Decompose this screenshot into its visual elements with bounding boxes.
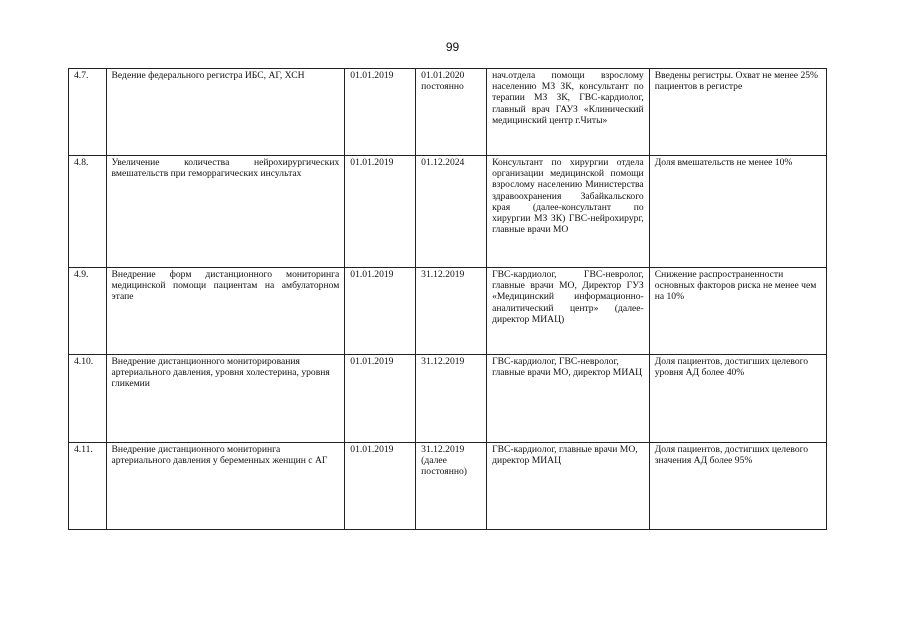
row-number-cell: 4.8. xyxy=(69,156,107,268)
result-cell: Введены регистры. Охват не менее 25% пациентов в регистре xyxy=(649,69,826,156)
end-date-cell xyxy=(416,443,487,530)
responsible-cell: Консультант по хирургии отдела организации медицинской помощи взрослому населению Министерства здравоохранения Забайкальского края (далее-консультант по хирургии МЗ ЗК) ГВС-нейрохирург, главные врачи МО xyxy=(487,156,650,268)
end-date-cell xyxy=(416,69,487,156)
result-cell: Снижение распространенности основных факторов риска не менее чем на 10% xyxy=(649,268,826,355)
responsible-cell: ГВС-кардиолог, ГВС-невролог, главные врачи МО, директор МИАЦ xyxy=(487,355,650,443)
row-number-cell: 4.10. xyxy=(69,355,107,443)
table-row xyxy=(69,268,827,355)
end-date-cell xyxy=(416,268,487,355)
start-date-cell: 01.01.2019 xyxy=(345,69,416,156)
end-date-line: 31.12.2019 xyxy=(421,269,465,280)
start-date-cell: 01.01.2019 xyxy=(345,355,416,443)
row-number-cell: 4.7. xyxy=(69,69,107,156)
measure-name-cell: Увеличение количества нейрохирургических вмешательств при геморрагических инсультах xyxy=(106,156,345,268)
end-date-line: постоянно xyxy=(421,81,464,93)
end-date-line: 01.01.2020 xyxy=(421,70,465,81)
row-number-cell: 4.9. xyxy=(69,268,107,355)
start-date-cell: 01.01.2019 xyxy=(345,268,416,355)
end-date-line: 01.12.2024 xyxy=(421,157,465,168)
table-row xyxy=(69,443,827,530)
measure-name-cell: Внедрение форм дистанционного мониторинга медицинской помощи пациентам на амбулаторном этапе xyxy=(106,268,345,355)
end-date-line: 31.12.2019 xyxy=(421,356,465,367)
measure-name-cell: Внедрение дистанционного мониторирования артериального давления, уровня холестерина, уровня гликемии xyxy=(106,355,345,443)
result-cell: Доля пациентов, достигших целевого значения АД более 95% xyxy=(649,443,826,530)
table-row xyxy=(69,69,827,156)
responsible-cell: ГВС-кардиолог, ГВС-невролог, главные врачи МО, Директор ГУЗ «Медицинский информационно-аналитический центр» (далее-директор МИАЦ) xyxy=(487,268,650,355)
measures-table xyxy=(68,68,827,530)
end-date-line: 31.12.2019 xyxy=(421,444,465,455)
result-cell: Доля вмешательств не менее 10% xyxy=(649,156,826,268)
measure-name-cell: Ведение федерального регистра ИБС, АГ, ХСН xyxy=(106,69,345,156)
responsible-cell: нач.отдела помощи взрослому населению МЗ ЗК, консультант по терапии МЗ ЗК, ГВС-кардиолог, главный врач ГАУЗ «Клинический медицинский центр г.Читы» xyxy=(487,69,650,156)
end-date-cell xyxy=(416,355,487,443)
measure-name-cell: Внедрение дистанционного мониторинга артериального давления у беременных женщин с АГ xyxy=(106,443,345,530)
table-row xyxy=(69,355,827,443)
page-number: 99 xyxy=(445,40,460,54)
end-date-line: (далее xyxy=(421,455,447,467)
result-cell: Доля пациентов, достигших целевого уровня АД более 40% xyxy=(649,355,826,443)
start-date-cell: 01.01.2019 xyxy=(345,156,416,268)
row-number-cell: 4.11. xyxy=(69,443,107,530)
responsible-cell: ГВС-кардиолог, главные врачи МО, директор МИАЦ xyxy=(487,443,650,530)
table-row xyxy=(69,156,827,268)
end-date-cell xyxy=(416,156,487,268)
start-date-cell: 01.01.2019 xyxy=(345,443,416,530)
end-date-line: постоянно) xyxy=(421,466,467,478)
